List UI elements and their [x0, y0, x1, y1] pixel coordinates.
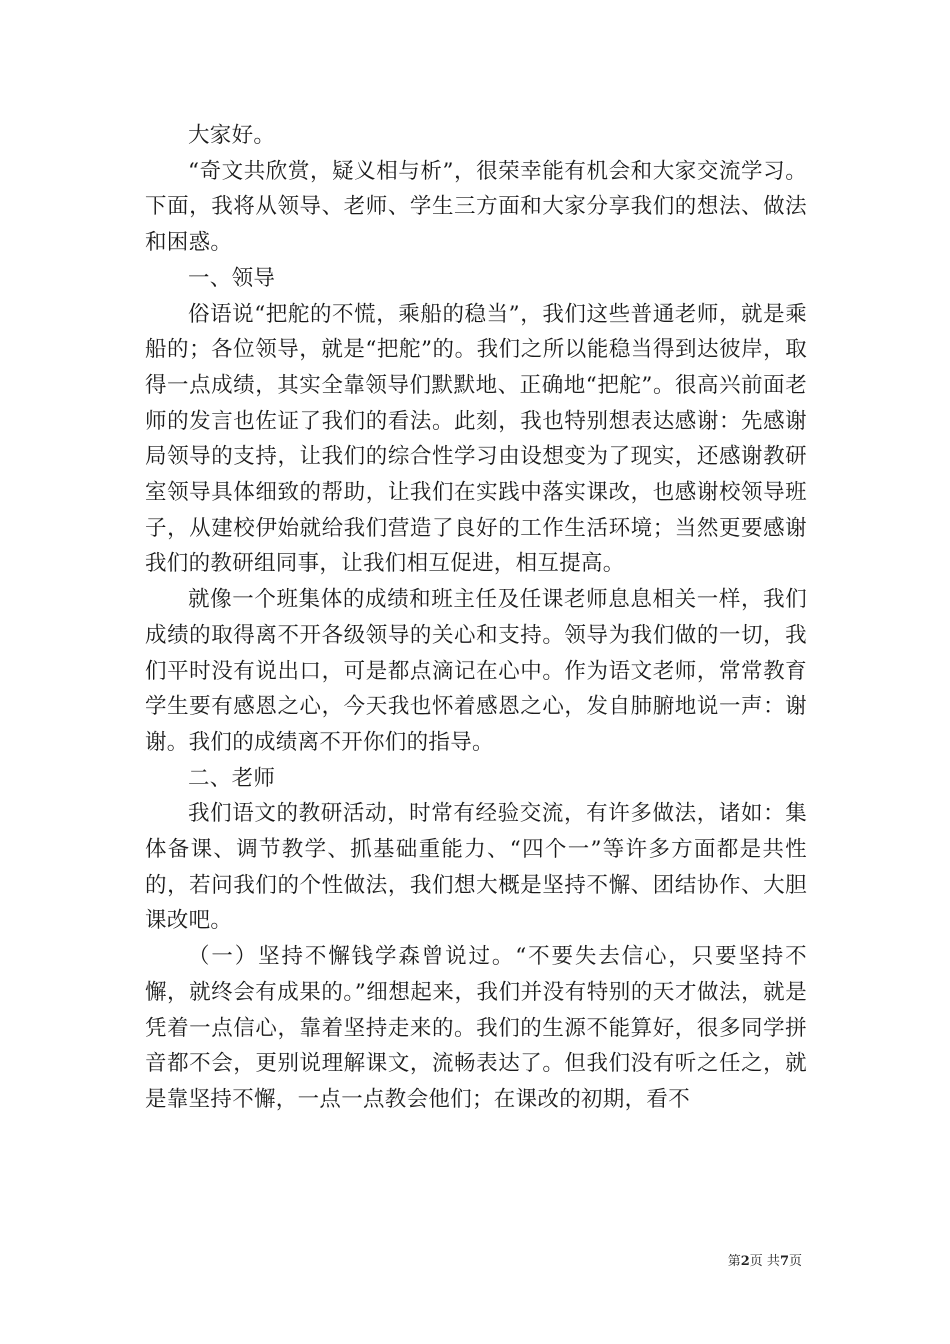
- footer-current-page: 2: [740, 1254, 750, 1269]
- greeting-paragraph: 大家好。: [188, 123, 276, 148]
- leadership-paragraph-1: 俗语说“把舵的不慌，乘船的稳当”，我们这些普通老师，就是乘船的；各位领导，就是“把舵”的。我们之所以能稳当得到达彼岸，取得一点成绩，其实全靠领导们默默地、正确地“把舵”。很高兴前面老师的发言也佐证了我们的看法。此刻，我也特别想表达感谢：先感谢局领导的支持，让我们的综合性学习由设想变为了现实，还感谢教研室领导具体细致的帮助，让我们在实践中落实课改，也感谢校领导班子，从建校伊始就给我们营造了良好的工作生活环境；当然更要感谢我们的教研组同事，让我们相互促进，相互提高。: [145, 301, 807, 577]
- page-footer: [728, 1250, 802, 1269]
- section-heading-leadership: 一、领导: [188, 265, 276, 291]
- document-body: [145, 118, 807, 1118]
- footer-middle: 页 共: [749, 1254, 780, 1269]
- section-heading-teachers: 二、老师: [188, 765, 276, 791]
- footer-total-pages: 7: [779, 1254, 789, 1269]
- teachers-paragraph-2: （一）坚持不懈钱学森曾说过。“不要失去信心，只要坚持不懈，就终会有成果的。”细想起来，我们并没有特别的天才做法，就是凭着一点信心，靠着坚持走来的。我们的生源不能算好，很多同学拼音都不会，更别说理解课文，流畅表达了。但我们没有听之任之，就是靠坚持不懈，一点一点教会他们；在课改的初期，看不: [145, 944, 807, 1112]
- leadership-paragraph-2: 就像一个班集体的成绩和班主任及任课老师息息相关一样，我们成绩的取得离不开各级领导的关心和支持。领导为我们做的一切，我们平时没有说出口，可是都点滴记在心中。作为语文老师，常常教育学生要有感恩之心，今天我也怀着感恩之心，发自肺腑地说一声：谢谢。我们的成绩离不开你们的指导。: [145, 587, 807, 755]
- teachers-paragraph-1: 我们语文的教研活动，时常有经验交流，有许多做法，诸如：集体备课、调节教学、抓基础重能力、“四个一”等许多方面都是共性的，若问我们的个性做法，我们想大概是坚持不懈、团结协作、大胆课改吧。: [145, 801, 807, 934]
- intro-paragraph: “奇文共欣赏，疑义相与析”，很荣幸能有机会和大家交流学习。下面，我将从领导、老师、学生三方面和大家分享我们的想法、做法和困惑。: [145, 158, 807, 256]
- footer-suffix: 页: [788, 1254, 802, 1269]
- footer-prefix: 第: [727, 1254, 741, 1269]
